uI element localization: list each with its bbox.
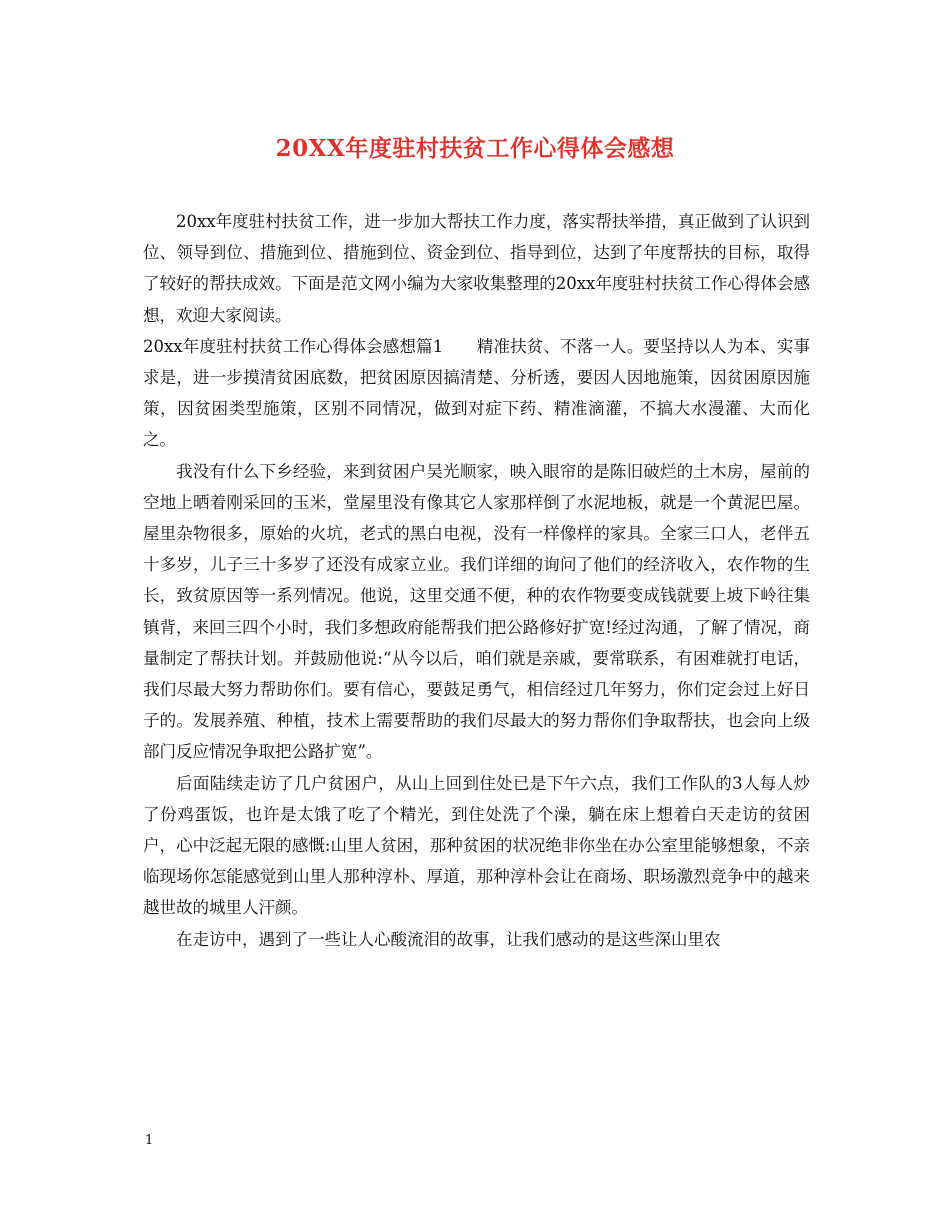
document-body — [143, 206, 810, 955]
paragraph-continued: 在走访中，遇到了一些让人心酸流泪的故事，让我们感动的是这些深山里农 — [176, 929, 721, 949]
paragraph-intro: 20xx年度驻村扶贫工作，进一步加大帮扶工作力度，落实帮扶举措，真正做到了认识到位、领导到位、措施到位、措施到位、资金到位、指导到位，达到了年度帮扶的目标，取得了较好的帮扶成效。下面是范文网小编为大家收集整理的20xx年度驻村扶贫工作心得体会感想，欢迎大家阅读。 — [143, 212, 810, 325]
page-number: 1 — [145, 1133, 154, 1148]
paragraph-visit: 我没有什么下乡经验，来到贫困户吴光顺家，映入眼帘的是陈旧破烂的土木房，屋前的空地上晒着刚采回的玉米，堂屋里没有像其它人家那样倒了水泥地板，就是一个黄泥巴屋。屋里杂物很多，原始的火坑，老式的黑白电视，没有一样像样的家具。全家三口人，老伴五十多岁，儿子三十多岁了还没有成家立业。我们详细的询问了他们的经济收入，农作物的生长，致贫原因等一系列情况。他说，这里交通不便，种的农作物要变成钱就要上坡下岭往集镇背，来回三四个小时，我们多想政府能帮我们把公路修好扩宽!经过沟通，了解了情况，商量制定了帮扶计划。并鼓励他说:“从今以后，咱们就是亲戚，要常联系，有困难就打电话，我们尽最大努力帮助你们。要有信心，要鼓足勇气，相信经过几年努力，你们定会过上好日子的。发展养殖、种植，技术上需要帮助的我们尽最大的努力帮你们争取帮扶，也会向上级部门反应情况争取把公路扩宽”。 — [143, 461, 810, 762]
document-title: 20XX年度驻村扶贫工作心得体会感想 — [275, 135, 675, 162]
paragraph-section-1: 20xx年度驻村扶贫工作心得体会感想篇1 精准扶贫、不落一人。要坚持以人为本、实事求是，进一步摸清贫困底数，把贫困原因搞清楚、分析透，要因人因地施策，因贫困原因施策，因贫困类型施策，区别不同情况，做到对症下药、精准滴灌，不搞大水漫灌、大而化之。 — [143, 336, 810, 450]
paragraph-reflection: 后面陆续走访了几户贫困户，从山上回到住处已是下午六点，我们工作队的3人每人炒了份鸡蛋饭，也许是太饿了吃了个精光，到住处洗了个澡，躺在床上想着白天走访的贫困户，心中泛起无限的感慨:山里人贫困，那种贫困的状况绝非你坐在办公室里能够想象，不亲临现场你怎能感觉到山里人那种淳朴、厚道，那种淳朴会让在商场、职场激烈竞争中的越来越世故的城里人汗颜。 — [143, 773, 810, 918]
